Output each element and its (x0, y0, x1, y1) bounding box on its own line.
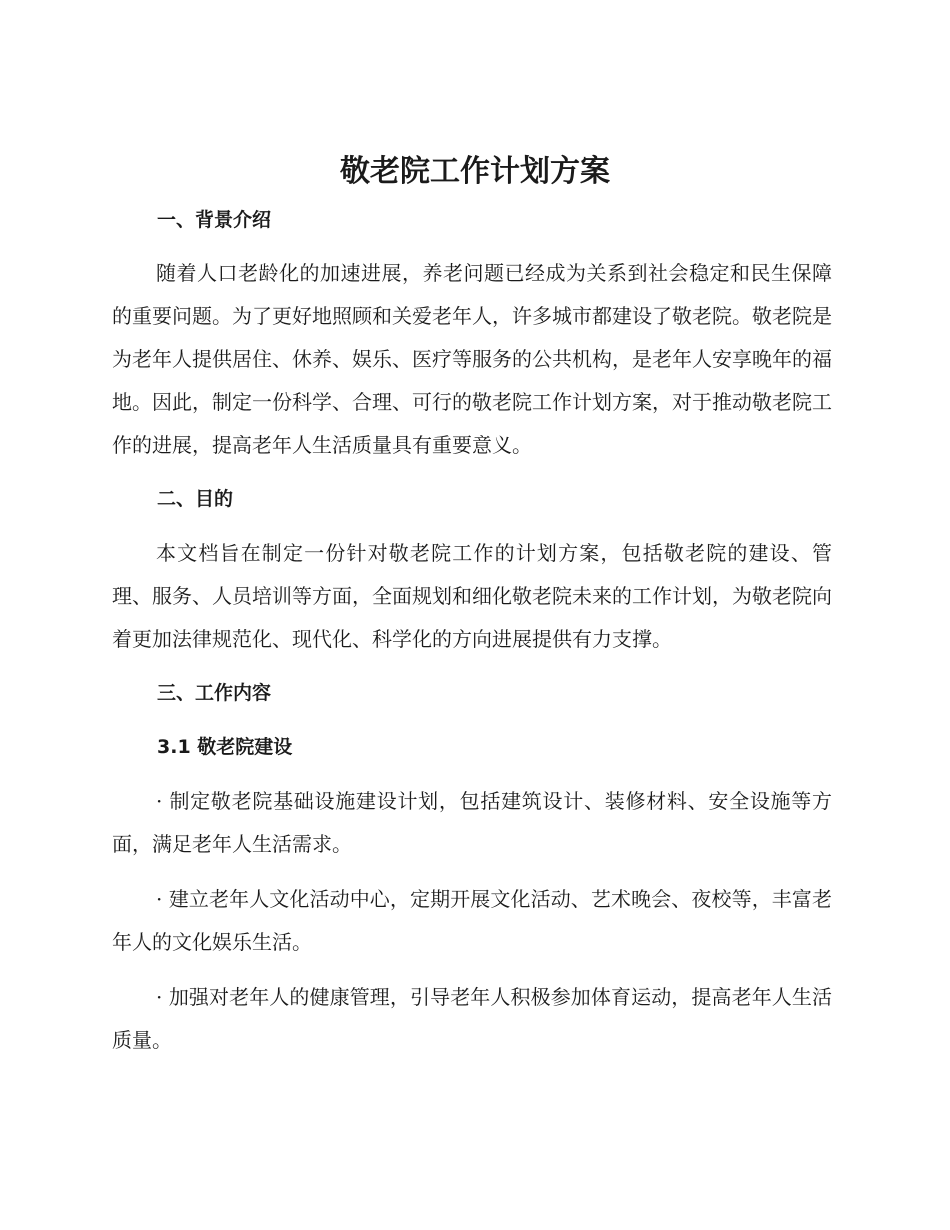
paragraph-purpose: 本文档旨在制定一份针对敬老院工作的计划方案，包括敬老院的建设、管理、服务、人员培训等方面，全面规划和细化敬老院未来的工作计划，为敬老院向着更加法律规范化、现代化、科学化的方向进展提供有力支撑。 (112, 541, 832, 651)
section-heading-background: 一、背景介绍 (157, 209, 272, 231)
bullet-item: · 加强对老年人的健康管理，引导老年人积极参加体育运动，提高老年人生活质量。 (112, 985, 832, 1052)
bullet-item: · 建立老年人文化活动中心，定期开展文化活动、艺术晚会、夜校等，丰富老年人的文化娱乐生活。 (112, 887, 832, 954)
subsection-heading-construction: 3.1 敬老院建设 (157, 736, 293, 758)
section-heading-work-content: 三、工作内容 (157, 682, 272, 704)
section-heading-purpose: 二、目的 (157, 488, 234, 510)
document-title: 敬老院工作计划方案 (340, 154, 610, 189)
paragraph-background: 随着人口老龄化的加速进展，养老问题已经成为关系到社会稳定和民生保障的重要问题。为了更好地照顾和关爱老年人，许多城市都建设了敬老院。敬老院是为老年人提供居住、休养、娱乐、医疗等服务的公共机构，是老年人安享晚年的福地。因此，制定一份科学、合理、可行的敬老院工作计划方案，对于推动敬老院工作的进展，提高老年人生活质量具有重要意义。 (112, 261, 832, 457)
bullet-item: · 制定敬老院基础设施建设计划，包括建筑设计、装修材料、安全设施等方面，满足老年人生活需求。 (112, 789, 832, 856)
